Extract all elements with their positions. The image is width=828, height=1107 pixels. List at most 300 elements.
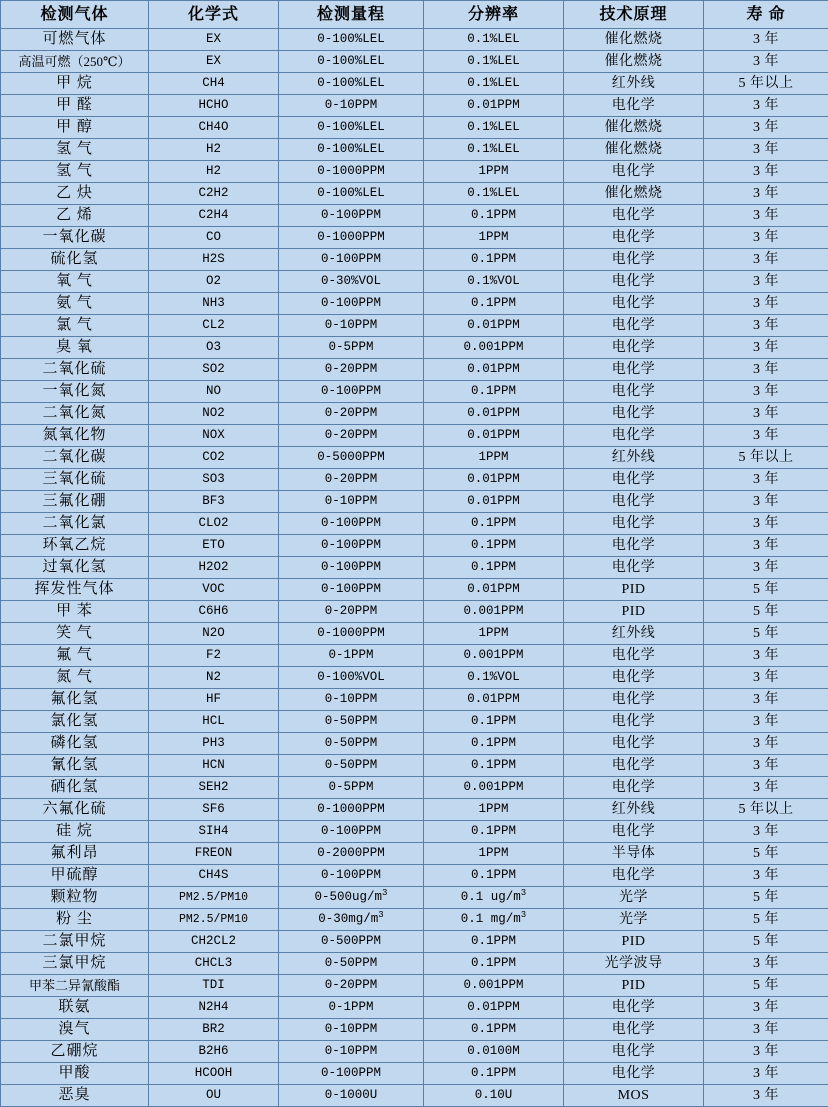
cell-formula: ETO — [149, 535, 279, 557]
cell-lifetime: 3 年 — [704, 29, 828, 51]
table-header — [1, 1, 828, 29]
cell-gas: 二氯甲烷 — [1, 931, 149, 953]
cell-range: 0-20PPM — [279, 425, 424, 447]
cell-technology: 电化学 — [564, 1019, 704, 1041]
cell-gas: 联氨 — [1, 997, 149, 1019]
cell-range: 0-10PPM — [279, 95, 424, 117]
cell-range: 0-100PPM — [279, 821, 424, 843]
cell-lifetime: 3 年 — [704, 95, 828, 117]
cell-range: 0-50PPM — [279, 953, 424, 975]
cell-formula: H2 — [149, 139, 279, 161]
cell-gas: 二氧化氯 — [1, 513, 149, 535]
cell-technology: 电化学 — [564, 315, 704, 337]
cell-range: 0-500PPM — [279, 931, 424, 953]
cell-lifetime: 5 年以上 — [704, 73, 828, 95]
table-row — [1, 821, 828, 843]
table-row — [1, 117, 828, 139]
cell-formula: SO2 — [149, 359, 279, 381]
cell-formula: SO3 — [149, 469, 279, 491]
cell-technology: 半导体 — [564, 843, 704, 865]
table-row — [1, 997, 828, 1019]
cell-gas: 甲 醛 — [1, 95, 149, 117]
cell-gas: 过氧化氢 — [1, 557, 149, 579]
cell-gas: 臭 氧 — [1, 337, 149, 359]
cell-lifetime: 3 年 — [704, 359, 828, 381]
cell-range: 0-20PPM — [279, 601, 424, 623]
cell-formula: PH3 — [149, 733, 279, 755]
table-row — [1, 1085, 828, 1107]
cell-range: 0-10PPM — [279, 1041, 424, 1063]
cell-technology: 电化学 — [564, 381, 704, 403]
cell-formula: CO2 — [149, 447, 279, 469]
table-row — [1, 1019, 828, 1041]
cell-formula: CO — [149, 227, 279, 249]
cell-formula: CH2CL2 — [149, 931, 279, 953]
cell-range: 0-100%LEL — [279, 139, 424, 161]
cell-gas: 硅 烷 — [1, 821, 149, 843]
cell-range: 0-5PPM — [279, 777, 424, 799]
cell-gas: 氢 气 — [1, 161, 149, 183]
cell-technology: 电化学 — [564, 513, 704, 535]
cell-gas: 氮氧化物 — [1, 425, 149, 447]
cell-technology: 红外线 — [564, 799, 704, 821]
cell-resolution: 0.01PPM — [424, 403, 564, 425]
table-row — [1, 623, 828, 645]
table-row — [1, 1041, 828, 1063]
cell-resolution: 0.1PPM — [424, 821, 564, 843]
cell-lifetime: 3 年 — [704, 139, 828, 161]
cell-formula: PM2.5/PM10 — [149, 887, 279, 909]
cell-resolution: 0.1PPM — [424, 535, 564, 557]
cell-technology: MOS — [564, 1085, 704, 1107]
table-row — [1, 909, 828, 931]
cell-lifetime: 3 年 — [704, 425, 828, 447]
table-row — [1, 161, 828, 183]
cell-technology: 电化学 — [564, 425, 704, 447]
cell-formula: C2H2 — [149, 183, 279, 205]
cell-range: 0-1PPM — [279, 645, 424, 667]
table-row — [1, 711, 828, 733]
cell-technology: 催化燃烧 — [564, 51, 704, 73]
cell-range: 0-100PPM — [279, 1063, 424, 1085]
header-formula: 化学式 — [149, 1, 279, 29]
cell-technology: 电化学 — [564, 997, 704, 1019]
table-row — [1, 337, 828, 359]
cell-formula: SEH2 — [149, 777, 279, 799]
cell-technology: 电化学 — [564, 535, 704, 557]
table-row — [1, 887, 828, 909]
cell-resolution: 0.1PPM — [424, 293, 564, 315]
cell-resolution: 0.01PPM — [424, 425, 564, 447]
cell-lifetime: 3 年 — [704, 1063, 828, 1085]
cell-lifetime: 5 年 — [704, 623, 828, 645]
cell-resolution: 1PPM — [424, 623, 564, 645]
cell-resolution: 0.01PPM — [424, 469, 564, 491]
cell-range: 0-1000PPM — [279, 227, 424, 249]
cell-formula: HF — [149, 689, 279, 711]
table-row — [1, 271, 828, 293]
cell-resolution: 0.1PPM — [424, 1063, 564, 1085]
table-row — [1, 29, 828, 51]
cell-gas: 乙 烯 — [1, 205, 149, 227]
cell-gas: 氨 气 — [1, 293, 149, 315]
cell-lifetime: 3 年 — [704, 997, 828, 1019]
cell-gas: 氟化氢 — [1, 689, 149, 711]
cell-technology: 电化学 — [564, 161, 704, 183]
table-row — [1, 667, 828, 689]
cell-gas: 可燃气体 — [1, 29, 149, 51]
cell-lifetime: 3 年 — [704, 205, 828, 227]
cell-gas: 甲苯二异氰酸酯 — [1, 975, 149, 997]
cell-formula: HCOOH — [149, 1063, 279, 1085]
table-row — [1, 931, 828, 953]
cell-technology: 电化学 — [564, 821, 704, 843]
cell-formula: FREON — [149, 843, 279, 865]
table-row — [1, 865, 828, 887]
cell-formula: O3 — [149, 337, 279, 359]
table-row — [1, 95, 828, 117]
header-lifetime: 寿 命 — [704, 1, 828, 29]
cell-technology: 电化学 — [564, 777, 704, 799]
cell-technology: 电化学 — [564, 645, 704, 667]
header-technology: 技术原理 — [564, 1, 704, 29]
table-row — [1, 293, 828, 315]
cell-lifetime: 3 年 — [704, 513, 828, 535]
cell-formula: H2O2 — [149, 557, 279, 579]
cell-lifetime: 3 年 — [704, 1085, 828, 1107]
table-row — [1, 535, 828, 557]
cell-range: 0-1000PPM — [279, 623, 424, 645]
cell-resolution: 1PPM — [424, 227, 564, 249]
cell-gas: 甲 醇 — [1, 117, 149, 139]
cell-lifetime: 5 年 — [704, 843, 828, 865]
table-row — [1, 447, 828, 469]
cell-technology: 电化学 — [564, 271, 704, 293]
cell-resolution: 1PPM — [424, 843, 564, 865]
cell-gas: 氟利昂 — [1, 843, 149, 865]
cell-lifetime: 3 年 — [704, 315, 828, 337]
header-row — [1, 1, 828, 29]
cell-gas: 硫化氢 — [1, 249, 149, 271]
table-row — [1, 777, 828, 799]
cell-resolution: 0.01PPM — [424, 95, 564, 117]
cell-gas: 氢 气 — [1, 139, 149, 161]
cell-gas: 二氧化碳 — [1, 447, 149, 469]
cell-formula: C6H6 — [149, 601, 279, 623]
cell-range: 0-30%VOL — [279, 271, 424, 293]
cell-lifetime: 3 年 — [704, 249, 828, 271]
cell-formula: N2 — [149, 667, 279, 689]
table-row — [1, 733, 828, 755]
cell-range: 0-50PPM — [279, 733, 424, 755]
cell-range: 0-100%LEL — [279, 51, 424, 73]
cell-lifetime: 3 年 — [704, 381, 828, 403]
cell-formula: F2 — [149, 645, 279, 667]
cell-lifetime: 3 年 — [704, 733, 828, 755]
cell-range: 0-100PPM — [279, 535, 424, 557]
cell-lifetime: 3 年 — [704, 1019, 828, 1041]
header-gas: 检测气体 — [1, 1, 149, 29]
table-row — [1, 953, 828, 975]
cell-formula: H2S — [149, 249, 279, 271]
cell-resolution: 0.1%VOL — [424, 667, 564, 689]
cell-gas: 乙硼烷 — [1, 1041, 149, 1063]
cell-range: 0-1PPM — [279, 997, 424, 1019]
cell-formula: SIH4 — [149, 821, 279, 843]
cell-resolution: 0.1%LEL — [424, 117, 564, 139]
cell-range: 0-1000U — [279, 1085, 424, 1107]
cell-resolution: 1PPM — [424, 447, 564, 469]
cell-technology: 电化学 — [564, 733, 704, 755]
cell-resolution: 0.1PPM — [424, 755, 564, 777]
cell-technology: 电化学 — [564, 865, 704, 887]
cell-gas: 氯化氢 — [1, 711, 149, 733]
cell-gas: 氟 气 — [1, 645, 149, 667]
cell-formula: VOC — [149, 579, 279, 601]
cell-formula: H2 — [149, 161, 279, 183]
cell-resolution: 1PPM — [424, 799, 564, 821]
cell-range: 0-100%LEL — [279, 183, 424, 205]
cell-formula: CHCL3 — [149, 953, 279, 975]
cell-formula: NOX — [149, 425, 279, 447]
table-row — [1, 73, 828, 95]
cell-formula: OU — [149, 1085, 279, 1107]
cell-technology: PID — [564, 579, 704, 601]
cell-technology: 电化学 — [564, 293, 704, 315]
cell-lifetime: 3 年 — [704, 645, 828, 667]
cell-gas: 甲酸 — [1, 1063, 149, 1085]
cell-range: 0-100PPM — [279, 381, 424, 403]
cell-technology: 电化学 — [564, 227, 704, 249]
table-row — [1, 557, 828, 579]
header-resolution: 分辨率 — [424, 1, 564, 29]
cell-resolution: 0.001PPM — [424, 777, 564, 799]
table-row — [1, 799, 828, 821]
cell-technology: 电化学 — [564, 95, 704, 117]
cell-range: 0-10PPM — [279, 491, 424, 513]
table-row — [1, 381, 828, 403]
cell-formula: N2H4 — [149, 997, 279, 1019]
cell-gas: 氯 气 — [1, 315, 149, 337]
cell-lifetime: 3 年 — [704, 711, 828, 733]
cell-gas: 一氧化碳 — [1, 227, 149, 249]
cell-formula: B2H6 — [149, 1041, 279, 1063]
cell-formula: CH4 — [149, 73, 279, 95]
cell-resolution: 0.001PPM — [424, 337, 564, 359]
table-row — [1, 645, 828, 667]
cell-gas: 氮 气 — [1, 667, 149, 689]
cell-lifetime: 3 年 — [704, 535, 828, 557]
cell-gas: 甲 烷 — [1, 73, 149, 95]
cell-technology: 光学 — [564, 887, 704, 909]
cell-resolution: 0.01PPM — [424, 315, 564, 337]
cell-resolution: 0.1PPM — [424, 1019, 564, 1041]
cell-resolution: 0.1%VOL — [424, 271, 564, 293]
table-row — [1, 183, 828, 205]
cell-range: $0-30mg/m^3$ — [279, 909, 424, 931]
cell-formula: NH3 — [149, 293, 279, 315]
cell-range: 0-1000PPM — [279, 799, 424, 821]
cell-resolution: 0.001PPM — [424, 601, 564, 623]
cell-resolution: 0.1 $mg/m^3$ — [424, 909, 564, 931]
cell-resolution: 0.1PPM — [424, 249, 564, 271]
cell-formula: HCHO — [149, 95, 279, 117]
cell-formula: CH4O — [149, 117, 279, 139]
cell-gas: 环氧乙烷 — [1, 535, 149, 557]
cell-resolution: 0.01PPM — [424, 579, 564, 601]
cell-lifetime: 3 年 — [704, 557, 828, 579]
cell-range: 0-50PPM — [279, 755, 424, 777]
cell-resolution: 0.1%LEL — [424, 73, 564, 95]
cell-range: 0-100PPM — [279, 205, 424, 227]
cell-resolution: 0.1%LEL — [424, 139, 564, 161]
cell-gas: 挥发性气体 — [1, 579, 149, 601]
cell-technology: 电化学 — [564, 337, 704, 359]
cell-technology: PID — [564, 975, 704, 997]
table-row — [1, 51, 828, 73]
cell-lifetime: 5 年 — [704, 975, 828, 997]
cell-range: $0-500ug/m^3$ — [279, 887, 424, 909]
cell-gas: 二氧化氮 — [1, 403, 149, 425]
cell-formula: SF6 — [149, 799, 279, 821]
cell-resolution: 0.01PPM — [424, 491, 564, 513]
table-row — [1, 249, 828, 271]
cell-resolution: 0.1PPM — [424, 513, 564, 535]
cell-technology: 电化学 — [564, 249, 704, 271]
cell-range: 0-5000PPM — [279, 447, 424, 469]
cell-gas: 氰化氢 — [1, 755, 149, 777]
cell-range: 0-100PPM — [279, 557, 424, 579]
cell-technology: 电化学 — [564, 689, 704, 711]
cell-lifetime: 3 年 — [704, 821, 828, 843]
cell-resolution: 0.1PPM — [424, 205, 564, 227]
cell-resolution: 0.1PPM — [424, 931, 564, 953]
cell-resolution: 0.1PPM — [424, 733, 564, 755]
cell-gas: 硒化氢 — [1, 777, 149, 799]
cell-lifetime: 3 年 — [704, 337, 828, 359]
cell-resolution: 0.001PPM — [424, 975, 564, 997]
cell-gas: 恶臭 — [1, 1085, 149, 1107]
cell-technology: 电化学 — [564, 491, 704, 513]
cell-formula: C2H4 — [149, 205, 279, 227]
table-row — [1, 469, 828, 491]
cell-resolution: 0.1PPM — [424, 711, 564, 733]
cell-resolution: 0.0100M — [424, 1041, 564, 1063]
cell-gas: 乙 炔 — [1, 183, 149, 205]
cell-resolution: 0.01PPM — [424, 359, 564, 381]
cell-lifetime: 3 年 — [704, 161, 828, 183]
cell-gas: 笑 气 — [1, 623, 149, 645]
cell-range: 0-20PPM — [279, 975, 424, 997]
cell-gas: 三氧化硫 — [1, 469, 149, 491]
cell-lifetime: 3 年 — [704, 689, 828, 711]
table-row — [1, 359, 828, 381]
cell-gas: 氧 气 — [1, 271, 149, 293]
table-row — [1, 227, 828, 249]
cell-lifetime: 5 年 — [704, 887, 828, 909]
cell-formula: HCL — [149, 711, 279, 733]
cell-lifetime: 5 年 — [704, 601, 828, 623]
cell-range: 0-100%VOL — [279, 667, 424, 689]
cell-resolution: 0.1PPM — [424, 953, 564, 975]
cell-lifetime: 3 年 — [704, 183, 828, 205]
cell-range: 0-50PPM — [279, 711, 424, 733]
cell-range: 0-20PPM — [279, 403, 424, 425]
cell-gas: 颗粒物 — [1, 887, 149, 909]
cell-technology: 光学波导 — [564, 953, 704, 975]
cell-lifetime: 3 年 — [704, 777, 828, 799]
cell-range: 0-100PPM — [279, 513, 424, 535]
cell-range: 0-100%LEL — [279, 117, 424, 139]
cell-range: 0-20PPM — [279, 469, 424, 491]
cell-formula: CLO2 — [149, 513, 279, 535]
cell-resolution: 0.1PPM — [424, 865, 564, 887]
cell-technology: 催化燃烧 — [564, 139, 704, 161]
cell-lifetime: 3 年 — [704, 491, 828, 513]
table-row — [1, 755, 828, 777]
cell-resolution: 0.1%LEL — [424, 29, 564, 51]
table-row — [1, 975, 828, 997]
cell-lifetime: 3 年 — [704, 293, 828, 315]
cell-technology: 红外线 — [564, 73, 704, 95]
cell-technology: 光学 — [564, 909, 704, 931]
cell-lifetime: 3 年 — [704, 51, 828, 73]
table-row — [1, 579, 828, 601]
cell-technology: PID — [564, 601, 704, 623]
cell-resolution: 0.01PPM — [424, 689, 564, 711]
cell-gas: 六氟化硫 — [1, 799, 149, 821]
cell-formula: CH4S — [149, 865, 279, 887]
cell-technology: 电化学 — [564, 557, 704, 579]
cell-range: 0-100PPM — [279, 865, 424, 887]
cell-lifetime: 3 年 — [704, 953, 828, 975]
cell-resolution: 1PPM — [424, 161, 564, 183]
cell-formula: CL2 — [149, 315, 279, 337]
cell-formula: PM2.5/PM10 — [149, 909, 279, 931]
cell-technology: 催化燃烧 — [564, 117, 704, 139]
cell-technology: 电化学 — [564, 359, 704, 381]
cell-gas: 一氧化氮 — [1, 381, 149, 403]
cell-technology: PID — [564, 931, 704, 953]
cell-technology: 催化燃烧 — [564, 29, 704, 51]
table-row — [1, 139, 828, 161]
cell-technology: 电化学 — [564, 755, 704, 777]
cell-lifetime: 5 年 — [704, 909, 828, 931]
table-row — [1, 403, 828, 425]
table-row — [1, 425, 828, 447]
cell-range: 0-10PPM — [279, 315, 424, 337]
cell-lifetime: 3 年 — [704, 227, 828, 249]
cell-gas: 三氟化硼 — [1, 491, 149, 513]
cell-lifetime: 3 年 — [704, 1041, 828, 1063]
cell-lifetime: 3 年 — [704, 469, 828, 491]
cell-lifetime: 5 年以上 — [704, 799, 828, 821]
cell-gas: 溴气 — [1, 1019, 149, 1041]
cell-gas: 粉 尘 — [1, 909, 149, 931]
cell-lifetime: 3 年 — [704, 667, 828, 689]
cell-gas: 甲硫醇 — [1, 865, 149, 887]
cell-lifetime: 3 年 — [704, 865, 828, 887]
cell-resolution: 0.01PPM — [424, 997, 564, 1019]
cell-gas: 磷化氢 — [1, 733, 149, 755]
cell-formula: HCN — [149, 755, 279, 777]
cell-technology: 电化学 — [564, 469, 704, 491]
cell-technology: 电化学 — [564, 667, 704, 689]
cell-gas: 二氧化硫 — [1, 359, 149, 381]
cell-formula: NO2 — [149, 403, 279, 425]
cell-range: 0-100PPM — [279, 579, 424, 601]
table-row — [1, 205, 828, 227]
